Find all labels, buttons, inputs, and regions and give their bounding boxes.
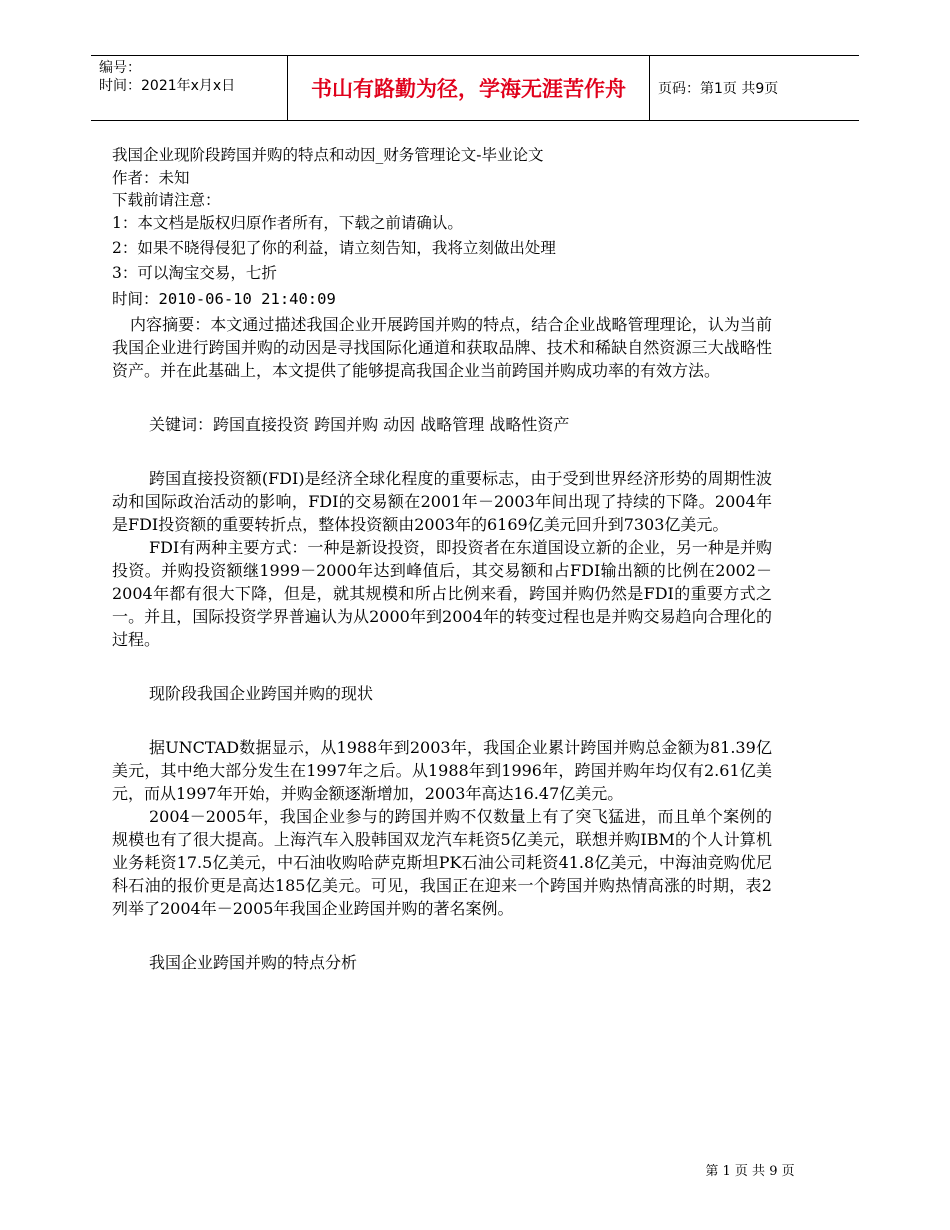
notice-item-3: 3：可以淘宝交易，七折 <box>112 264 277 282</box>
body-paragraph: 据UNCTAD数据显示，从1988年到2003年，我国企业累计跨国并购总金额为81.39亿美元，其中绝大部分发生在1997年之后。从1988年到1996年，跨国并购年均仅有2.61亿美元，而从1997年开始，并购金额逐渐增加，2003年高达16.47亿美元。 <box>112 738 772 803</box>
page-header <box>91 55 859 121</box>
abstract-paragraph: 内容摘要：本文通过描述我国企业开展跨国并购的特点，结合企业战略管理理论，认为当前我国企业进行跨国并购的动因是寻找国际化通道和获取品牌、技术和稀缺自然资源三大战略性资产。并在此基础上，本文提供了能够提高我国企业当前跨国并购成功率的有效方法。 <box>112 315 772 380</box>
notice-heading: 下载前请注意： <box>112 191 221 209</box>
document-title: 我国企业现阶段跨国并购的特点和动因_财务管理论文-毕业论文 <box>112 146 544 164</box>
header-number-label: 编号： <box>99 60 141 76</box>
section-heading: 我国企业跨国并购的特点分析 <box>149 953 358 972</box>
document-timestamp: 时间：2010-06-10 21:40:09 <box>112 290 336 308</box>
document-body <box>112 143 772 974</box>
body-paragraph: 跨国直接投资额(FDI)是经济全球化程度的重要标志，由于受到世界经济形势的周期性波动和国际政治活动的影响，FDI的交易额在2001年－2003年间出现了持续的下降。2004年是FDI投资额的重要转折点，整体投资额由2003年的6169亿美元回升到7303亿美元。 <box>112 469 772 534</box>
keywords-line: 关键词：跨国直接投资 跨国并购 动因 战略管理 战略性资产 <box>149 415 570 434</box>
header-left-cell <box>91 56 287 120</box>
document-author: 作者：未知 <box>112 169 190 187</box>
notice-item-2: 2：如果不晓得侵犯了你的利益，请立刻告知，我将立刻做出处理 <box>112 239 556 257</box>
header-motto: 书山有路勤为径，学海无涯苦作舟 <box>287 56 650 120</box>
page-footer <box>0 1160 950 1179</box>
body-paragraph: 2004－2005年，我国企业参与的跨国并购不仅数量上有了突飞猛进，而且单个案例的规模也有了很大提高。上海汽车入股韩国双龙汽车耗资5亿美元，联想并购IBM的个人计算机业务耗资17.5亿美元，中石油收购哈萨克斯坦PK石油公司耗资41.8亿美元，中海油竞购优尼科石油的报价更是高达185亿美元。可见，我国正在迎来一个跨国并购热情高涨的时期，表2列举了2004年－2005年我国企业跨国并购的著名案例。 <box>112 807 772 918</box>
body-paragraph: FDI有两种主要方式：一种是新设投资，即投资者在东道国设立新的企业，另一种是并购投资。并购投资额继1999－2000年达到峰值后，其交易额和占FDI输出额的比例在2002－2004年都有很大下降，但是，就其规模和所占比例来看，跨国并购仍然是FDI的重要方式之一。并且，国际投资学界普遍认为从2000年到2004年的转变过程也是并购交易趋向合理化的过程。 <box>112 538 772 649</box>
header-time-label: 时间：2021年x月x日 <box>99 78 236 94</box>
header-page-info: 页码：第1页 共9页 <box>658 81 779 97</box>
section-heading: 现阶段我国企业跨国并购的现状 <box>149 684 374 703</box>
footer-page-number: 第 1 页 共 9 页 <box>705 1164 795 1179</box>
notice-item-1: 1：本文档是版权归原作者所有，下载之前请确认。 <box>112 214 463 232</box>
